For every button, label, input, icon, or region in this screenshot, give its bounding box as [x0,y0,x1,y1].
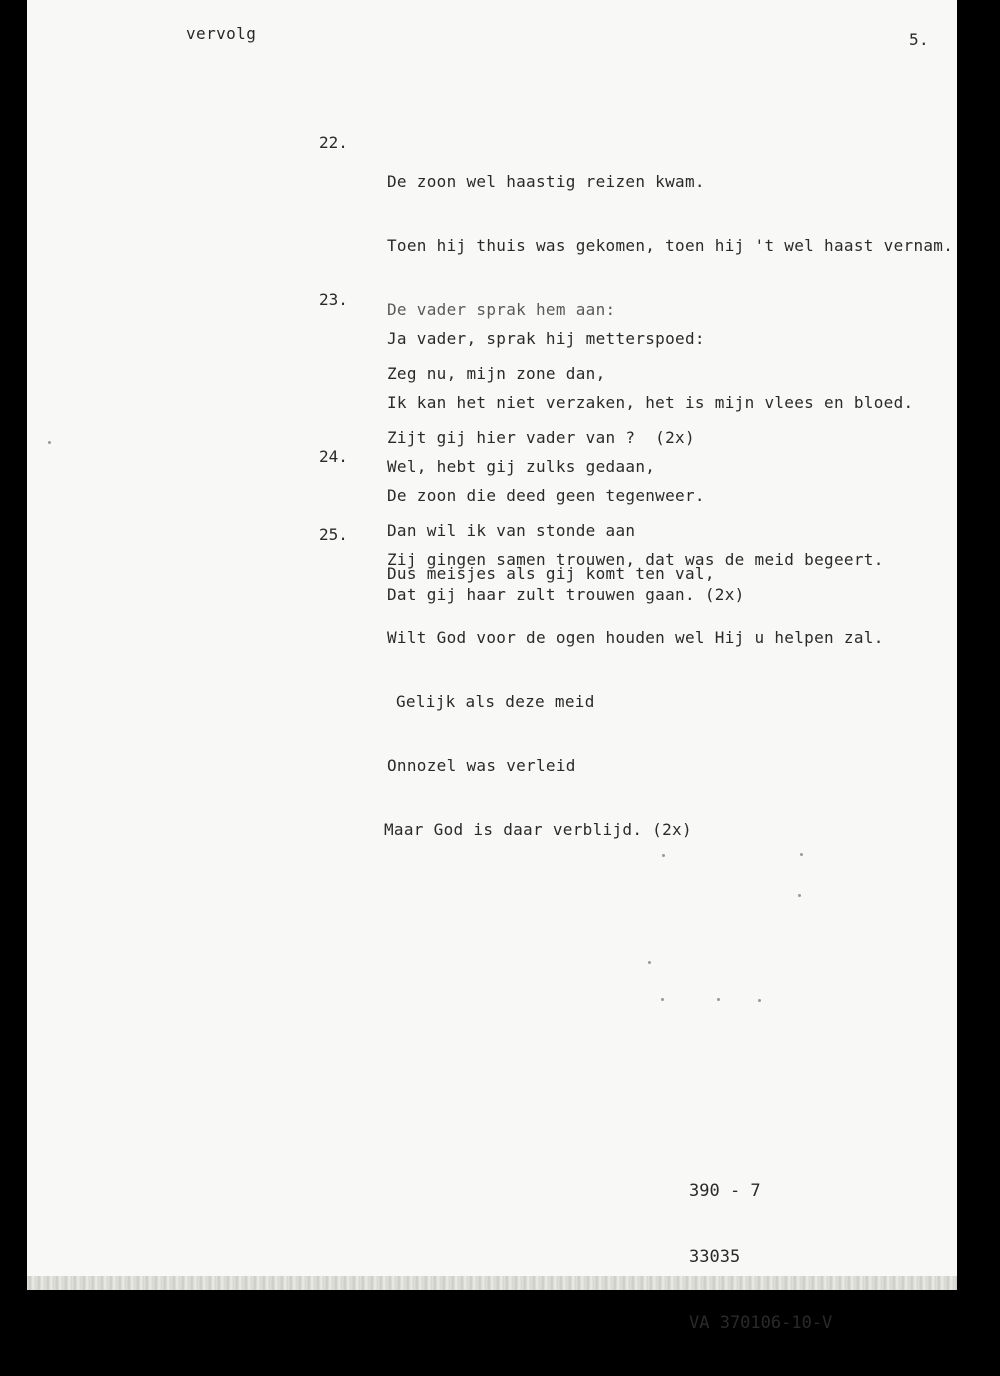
verse-number: 24. [319,447,348,466]
verse-line: De vader sprak hem aan: [387,300,616,319]
verse-line: Ja vader, sprak hij metterspoed: [387,329,705,348]
verse-line: Dus meisjes als gij komt ten val, [387,564,715,583]
verse-line: Onnozel was verleid [387,756,576,775]
verse-line: Toen hij thuis was gekomen, toen hij 't wel haast vernam. [387,236,954,255]
verse-number: 25. [319,525,348,544]
verse-number: 22. [319,133,348,152]
verse-line: Wel, hebt gij zulks gedaan, [387,457,656,476]
reference-line: 390 - 7 [689,1181,761,1201]
scan-speck [48,441,51,444]
scan-edge [27,1276,957,1290]
verse-line: De zoon die deed geen tegenweer. [387,486,705,505]
typed-page [27,0,957,1333]
verse-line: Ik kan het niet verzaken, het is mijn vlees en bloed. [387,393,914,412]
scan-speck [662,854,665,857]
verse-line: Gelijk als deze meid [396,692,595,711]
verse-line: Maar God is daar verblijd. (2x) [384,820,692,839]
archive-reference [689,1138,832,1376]
verse-line: Dat gij haar zult trouwen gaan. (2x) [387,585,745,604]
verse-line: Dan wil ik van stonde aan [387,521,636,540]
scan-speck [800,853,803,856]
verse-line: Zijt gij hier vader van ? (2x) [387,428,695,447]
scan-speck [798,894,801,897]
page-number: 5. [909,30,930,49]
scan-speck [661,998,664,1001]
scan-speck [717,998,720,1001]
verse-line: Wilt God voor de ogen houden wel Hij u helpen zal. [387,628,884,647]
verse-line: De zoon wel haastig reizen kwam. [387,172,705,191]
verse-text [384,523,884,881]
verse-line: Zeg nu, mijn zone dan, [387,364,606,383]
continuation-label: vervolg [186,24,257,43]
verse-number: 23. [319,290,348,309]
scan-speck [758,999,761,1002]
reference-line: VA 370106-10-V [689,1313,833,1333]
reference-line: 33035 [689,1247,741,1267]
verse-line: Zij gingen samen trouwen, dat was de meid begeert. [387,550,884,569]
scan-speck [648,961,651,964]
